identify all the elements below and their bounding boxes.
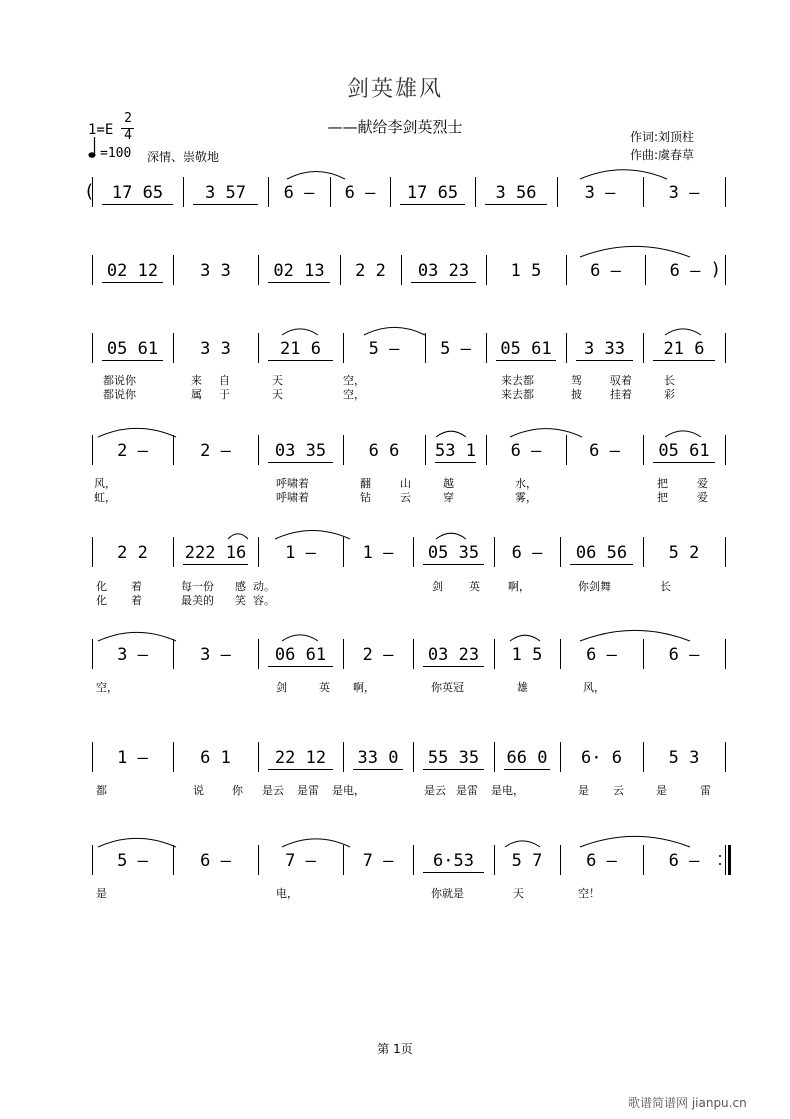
bar-line	[560, 845, 561, 875]
lyric-verse1: 自	[219, 374, 230, 387]
slur	[510, 429, 582, 437]
eighth-beam	[570, 564, 633, 565]
bar-line	[258, 333, 259, 363]
eighth-beam	[435, 462, 476, 463]
lyric-verse2: 挂着	[610, 388, 632, 401]
bar-line	[566, 435, 567, 465]
lyric-verse2: 虹，	[94, 491, 116, 504]
lyric-verse1: 云	[613, 784, 624, 797]
measure: 3 –	[200, 645, 231, 665]
bar-line	[557, 177, 558, 207]
lyric-verse1: 每一份	[181, 580, 214, 593]
measure: 5 2	[668, 543, 700, 563]
measure: 6 –	[668, 645, 700, 665]
lyric-verse1: 是雷	[456, 784, 478, 797]
bar-line	[494, 742, 495, 772]
lyric-verse1: 动。	[253, 580, 275, 593]
measure: 6 –	[344, 183, 376, 203]
slur	[580, 836, 690, 847]
lyric-verse1: 啊，	[353, 681, 375, 694]
measure: 53 1	[435, 441, 476, 461]
lyric-verse1: 你就是	[431, 887, 464, 900]
bar-line	[725, 435, 726, 465]
bar-line	[173, 333, 174, 363]
measure: 6·53	[433, 851, 474, 871]
bar-line	[258, 255, 259, 285]
bar-line	[92, 435, 93, 465]
slur	[287, 172, 345, 179]
lyric-verse1: 电，	[276, 887, 298, 900]
bar-line	[494, 537, 495, 567]
measure: 1 5	[510, 261, 542, 281]
bar-line	[494, 845, 495, 875]
measure: 03 35	[274, 441, 327, 461]
lyric-verse2: 容。	[253, 594, 275, 607]
lyric-verse2: 钻	[360, 491, 371, 504]
lyric-verse1: 空！	[578, 887, 600, 900]
eighth-beam	[653, 360, 715, 361]
lyric-verse1: 风，	[583, 681, 605, 694]
lyric-verse1: 来去都	[501, 374, 534, 387]
lyric-verse1: 啊，	[508, 580, 530, 593]
lyric-verse2: 都说你	[103, 388, 136, 401]
measure: 7 –	[362, 851, 394, 871]
measure: 05 35	[427, 543, 480, 563]
measure: 3 3	[200, 261, 231, 281]
page-number: 第 1页	[377, 1042, 413, 1056]
slur	[282, 329, 318, 335]
eighth-beam	[102, 360, 163, 361]
measure: 5 7	[511, 851, 543, 871]
measure: 03 23	[417, 261, 470, 281]
eighth-beam	[504, 769, 550, 770]
measure: 06 56	[575, 543, 628, 563]
lyric-verse1: 越	[443, 477, 454, 490]
lyric-verse1: 是电，	[491, 784, 524, 797]
measure: 2 2	[117, 543, 148, 563]
bar-line	[643, 537, 644, 567]
lyric-verse1: 着	[131, 580, 142, 593]
eighth-beam	[102, 204, 173, 205]
bar-line	[643, 639, 644, 669]
measure: 06 61	[274, 645, 327, 665]
bar-line	[413, 537, 414, 567]
measure: 05 61	[658, 441, 710, 461]
lyric-verse1: 长	[664, 374, 675, 387]
bar-line	[643, 333, 644, 363]
bar-line	[725, 537, 726, 567]
bar-line	[183, 177, 184, 207]
lyric-verse1: 空，	[96, 681, 118, 694]
slur	[436, 533, 466, 539]
measure: 6· 6	[581, 748, 622, 768]
bar-line	[725, 333, 726, 363]
slur	[275, 531, 350, 540]
bar-line	[330, 177, 331, 207]
lyric-verse1: 你英冠	[431, 681, 464, 694]
lyric-verse1: 驭着	[610, 374, 632, 387]
bar-line	[343, 845, 344, 875]
lyric-verse1: 英	[469, 580, 480, 593]
bar-line	[643, 845, 644, 875]
bar-line	[258, 845, 259, 875]
lyric-verse2: 彩	[664, 388, 675, 401]
bar-line	[401, 255, 402, 285]
measure: 1 5	[511, 645, 543, 665]
measure: 6 –	[586, 851, 617, 871]
lyric-verse1: 雄	[517, 681, 528, 694]
bar-line	[494, 639, 495, 669]
bar-line	[413, 639, 414, 669]
eighth-beam	[496, 360, 556, 361]
bar-line	[258, 537, 259, 567]
measure: 6 –	[668, 851, 700, 871]
slur	[98, 632, 176, 641]
slur	[98, 838, 176, 847]
bar-line	[340, 255, 341, 285]
measure: 66 0	[506, 748, 548, 768]
lyric-verse2: 属	[191, 388, 202, 401]
measure: 3 –	[117, 645, 148, 665]
lyric-verse1: 风，	[94, 477, 116, 490]
measure: 5 –	[440, 339, 471, 359]
lyric-verse2: 着	[131, 594, 142, 607]
eighth-beam	[485, 204, 547, 205]
lyric-verse1: 剑	[432, 580, 443, 593]
lyric-verse1: 是电，	[332, 784, 365, 797]
interlude-close-paren: )	[712, 259, 720, 280]
watermark: 歌谱简谱网 jianpu.cn	[628, 1096, 747, 1110]
measure: 6 –	[511, 543, 543, 563]
bar-line	[390, 177, 391, 207]
bar-line	[566, 255, 567, 285]
measure: 5 –	[368, 339, 400, 359]
song-title: 剑英雄风	[346, 77, 443, 102]
measure: 2 2	[355, 261, 386, 281]
bar-line	[643, 177, 644, 207]
measure: 2 –	[117, 441, 148, 461]
lyric-verse1: 呼啸着	[276, 477, 309, 490]
eighth-beam	[268, 282, 330, 283]
slur	[228, 534, 248, 539]
measure: 6 –	[200, 851, 231, 871]
slur	[580, 246, 690, 257]
lyric-verse1: 驾	[571, 374, 582, 387]
measure: 6 –	[283, 183, 315, 203]
eighth-beam	[183, 564, 248, 565]
bar-line	[258, 435, 259, 465]
lyric-verse1: 水，	[515, 477, 537, 490]
lyric-verse1: 都说你	[103, 374, 136, 387]
lyric-verse1: 化	[96, 580, 107, 593]
slur	[282, 839, 350, 847]
final-bar-line	[725, 845, 726, 875]
measure: 33 0	[357, 748, 399, 768]
bar-line	[173, 435, 174, 465]
measure: 3 –	[584, 183, 616, 203]
lyricist: 作词:刘顶柱	[630, 130, 695, 144]
measure: 1 –	[285, 543, 316, 563]
measure: 1 –	[362, 543, 394, 563]
lyric-verse2: 呼啸着	[276, 491, 309, 504]
lyric-verse2: 笑	[235, 594, 246, 607]
measure: 1̇7 65	[111, 183, 164, 203]
lyric-verse1: 把	[657, 477, 668, 490]
measure: 5 –	[117, 851, 148, 871]
measure: 6 –	[589, 441, 620, 461]
measure: 02 12	[106, 261, 159, 281]
eighth-beam	[423, 564, 484, 565]
bar-line	[92, 742, 93, 772]
bar-line	[725, 255, 726, 285]
bar-line	[475, 177, 476, 207]
slur	[364, 327, 425, 335]
lyric-verse1: 是	[656, 784, 667, 797]
measure: 1̇7 65	[406, 183, 459, 203]
tempo-marking: =100	[100, 146, 132, 161]
lyric-verse1: 爱	[697, 477, 708, 490]
measure: 05 61	[500, 339, 552, 359]
bar-line	[173, 255, 174, 285]
bar-line	[258, 742, 259, 772]
bar-line	[268, 177, 269, 207]
slur	[505, 841, 540, 847]
lyric-verse1: 感	[235, 580, 246, 593]
bar-line	[173, 639, 174, 669]
bar-line	[92, 845, 93, 875]
bar-line	[560, 537, 561, 567]
bar-line	[173, 845, 174, 875]
bar-line	[173, 742, 174, 772]
lyric-verse1: 剑	[276, 681, 287, 694]
expression-marking: 深情、崇敬地	[147, 150, 220, 164]
bar-line	[173, 537, 174, 567]
lyric-verse1: 是	[96, 887, 107, 900]
measure: 6 –	[510, 441, 542, 461]
lyric-verse2: 雾，	[515, 491, 537, 504]
eighth-beam	[268, 769, 333, 770]
slur	[282, 635, 318, 641]
slur	[98, 428, 176, 437]
measure: 5 3	[668, 748, 700, 768]
bar-line	[413, 742, 414, 772]
lyric-verse1: 都	[96, 784, 107, 797]
eighth-beam	[576, 360, 633, 361]
bar-line	[725, 177, 726, 207]
lyric-verse2: 空，	[343, 388, 365, 401]
measure: 7 –	[285, 851, 316, 871]
bar-line	[425, 333, 426, 363]
lyric-verse2: 于	[219, 388, 230, 401]
lyric-verse1: 翻	[360, 477, 371, 490]
slur	[510, 635, 540, 641]
measure: 55 35	[427, 748, 480, 768]
measure: 222 16	[184, 543, 247, 563]
eighth-beam	[423, 769, 484, 770]
bar-line	[486, 435, 487, 465]
lyric-verse1: 长	[660, 580, 671, 593]
measure: 6 –	[590, 261, 621, 281]
lyric-verse1: 你剑舞	[578, 580, 611, 593]
measure: 3 56	[495, 183, 537, 203]
lyric-verse2: 云	[400, 491, 411, 504]
measure: 3 –	[668, 183, 700, 203]
eighth-beam	[268, 462, 333, 463]
eighth-beam	[268, 360, 333, 361]
bar-line	[258, 639, 259, 669]
lyric-verse2: 把	[657, 491, 668, 504]
bar-line	[92, 639, 93, 669]
lyric-verse1: 是	[578, 784, 589, 797]
lyric-verse1: 天	[272, 374, 283, 387]
bar-line	[645, 255, 646, 285]
measure: 02 13	[273, 261, 325, 281]
lyric-verse1: 是云	[262, 784, 284, 797]
measure: 3 57	[205, 183, 246, 203]
measure: 05 61	[106, 339, 159, 359]
bar-line	[343, 333, 344, 363]
measure: 6 –	[586, 645, 617, 665]
lyric-verse1: 来	[191, 374, 202, 387]
lyric-verse2: 来去都	[501, 388, 534, 401]
measure: 2 –	[362, 645, 394, 665]
bar-line	[343, 435, 344, 465]
bar-line	[486, 255, 487, 285]
measure: 6 1	[200, 748, 231, 768]
bar-line	[643, 742, 644, 772]
slur	[436, 431, 466, 437]
eighth-beam	[193, 204, 258, 205]
bar-line	[92, 333, 93, 363]
measure: 3 3	[200, 339, 231, 359]
lyric-verse1: 山	[400, 477, 411, 490]
time-signature-bottom: 4	[124, 128, 132, 143]
slur	[580, 170, 667, 179]
lyric-verse1: 是雷	[297, 784, 319, 797]
lyric-verse2: 最美的	[181, 594, 214, 607]
bar-line	[343, 639, 344, 669]
bar-line	[725, 742, 726, 772]
bar-line	[486, 333, 487, 363]
slur	[580, 630, 690, 641]
eighth-beam	[423, 872, 484, 873]
eighth-beam	[400, 204, 465, 205]
bar-line	[643, 435, 644, 465]
eighth-beam	[102, 282, 163, 283]
lyric-verse1: 天	[513, 887, 524, 900]
time-signature-top: 2	[124, 111, 132, 126]
bar-line	[560, 742, 561, 772]
slur	[665, 329, 701, 335]
bar-line	[343, 537, 344, 567]
lyric-verse2: 天	[272, 388, 283, 401]
eighth-beam	[423, 666, 484, 667]
measure: 2 –	[200, 441, 231, 461]
song-subtitle: ——献给李剑英烈士	[327, 118, 463, 136]
measure: 21 6	[663, 339, 705, 359]
lyric-verse2: 化	[96, 594, 107, 607]
bar-line	[343, 742, 344, 772]
interlude-open-paren: (	[86, 181, 94, 202]
measure: 3 33	[584, 339, 625, 359]
lyric-verse1: 英	[319, 681, 330, 694]
composer: 作曲:虞春草	[630, 148, 695, 162]
bar-line	[566, 333, 567, 363]
lyric-verse2: 爱	[697, 491, 708, 504]
measure: 21 6	[280, 339, 321, 359]
key-signature: 1=E	[88, 122, 114, 138]
measure: 6 –	[669, 261, 701, 281]
bar-line	[92, 255, 93, 285]
eighth-beam	[353, 769, 403, 770]
lyric-verse1: 是云	[424, 784, 446, 797]
bar-line	[728, 845, 731, 875]
bar-line	[413, 845, 414, 875]
measure: 6 6	[368, 441, 400, 461]
lyric-verse2: 披	[571, 388, 582, 401]
lyric-verse1: 你	[232, 784, 243, 797]
eighth-beam	[411, 282, 476, 283]
eighth-beam	[268, 666, 333, 667]
bar-line	[560, 639, 561, 669]
bar-line	[725, 639, 726, 669]
measure: 1 –	[117, 748, 148, 768]
measure: 03 23	[427, 645, 480, 665]
lyric-verse1: 说	[193, 784, 204, 797]
slur	[665, 431, 701, 437]
lyric-verse1: 雷	[700, 784, 711, 797]
bar-line	[425, 435, 426, 465]
bar-line	[92, 537, 93, 567]
lyric-verse1: 空，	[343, 374, 365, 387]
lyric-verse2: 穿	[443, 491, 454, 504]
measure: 22 12	[274, 748, 327, 768]
eighth-beam	[653, 462, 715, 463]
